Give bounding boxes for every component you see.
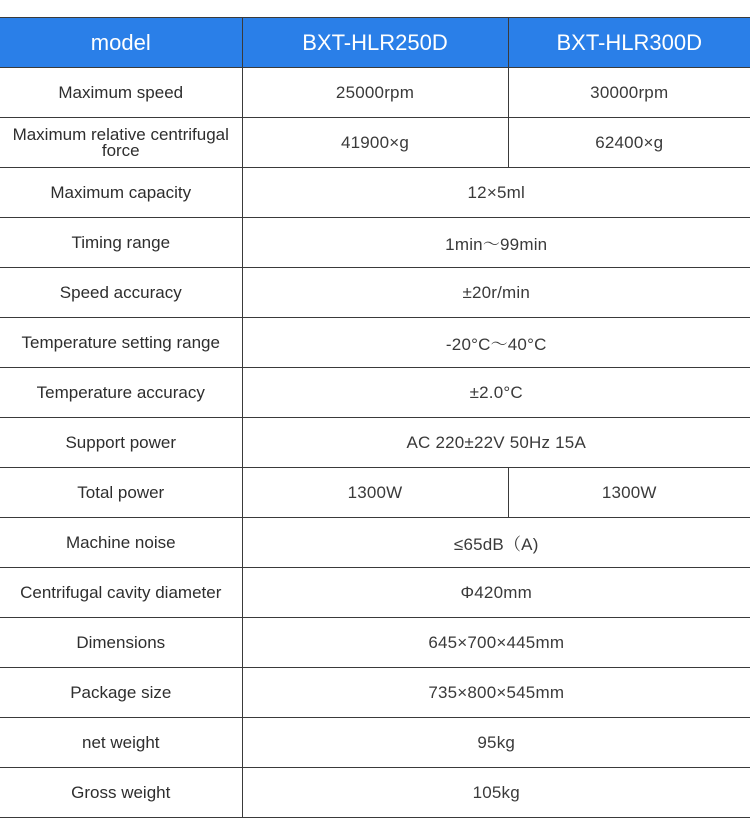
- table-row: [0, 268, 750, 318]
- row-value: 1min～99min: [242, 218, 750, 268]
- row-label: Machine noise: [0, 518, 242, 568]
- row-value-model-a: 41900×g: [242, 118, 508, 168]
- row-value: 95kg: [242, 718, 750, 768]
- table-row: [0, 318, 750, 368]
- row-value-model-a: 25000rpm: [242, 68, 508, 118]
- row-label: net weight: [0, 718, 242, 768]
- table-row: [0, 368, 750, 418]
- table-row: [0, 468, 750, 518]
- row-label: Package size: [0, 668, 242, 718]
- row-value-model-b: 1300W: [508, 468, 750, 518]
- row-value: 12×5ml: [242, 168, 750, 218]
- row-value: AC 220±22V 50Hz 15A: [242, 418, 750, 468]
- table-row: [0, 618, 750, 668]
- header-row: [0, 18, 750, 68]
- row-label: Dimensions: [0, 618, 242, 668]
- row-label: Maximum capacity: [0, 168, 242, 218]
- row-value-model-a: 1300W: [242, 468, 508, 518]
- row-label: Support power: [0, 418, 242, 468]
- row-label: Timing range: [0, 218, 242, 268]
- table-row: [0, 418, 750, 468]
- row-value: 105kg: [242, 768, 750, 818]
- table-row: [0, 718, 750, 768]
- row-value: ≤65dB（A): [242, 518, 750, 568]
- spec-body: [0, 68, 750, 818]
- row-value-model-b: 30000rpm: [508, 68, 750, 118]
- table-row: [0, 668, 750, 718]
- row-label: Centrifugal cavity diameter: [0, 568, 242, 618]
- row-value: 735×800×545mm: [242, 668, 750, 718]
- header-model-a: BXT-HLR250D: [242, 18, 508, 68]
- table-row: [0, 118, 750, 168]
- table-row: [0, 518, 750, 568]
- row-value: ±2.0°C: [242, 368, 750, 418]
- row-value: 645×700×445mm: [242, 618, 750, 668]
- row-label: Maximum relative centrifugal force: [0, 118, 242, 168]
- table-row: [0, 68, 750, 118]
- table-row: [0, 168, 750, 218]
- row-value: Φ420mm: [242, 568, 750, 618]
- spec-table: [0, 17, 750, 818]
- row-value-model-b: 62400×g: [508, 118, 750, 168]
- row-label: Speed accuracy: [0, 268, 242, 318]
- row-label: Gross weight: [0, 768, 242, 818]
- table-row: [0, 568, 750, 618]
- row-label: Total power: [0, 468, 242, 518]
- row-value: -20°C～40°C: [242, 318, 750, 368]
- row-value: ±20r/min: [242, 268, 750, 318]
- row-label: Maximum speed: [0, 68, 242, 118]
- row-label: Temperature accuracy: [0, 368, 242, 418]
- row-label: Temperature setting range: [0, 318, 242, 368]
- header-model-b: BXT-HLR300D: [508, 18, 750, 68]
- header-model-label: model: [0, 18, 242, 68]
- table-row: [0, 218, 750, 268]
- table-row: [0, 768, 750, 818]
